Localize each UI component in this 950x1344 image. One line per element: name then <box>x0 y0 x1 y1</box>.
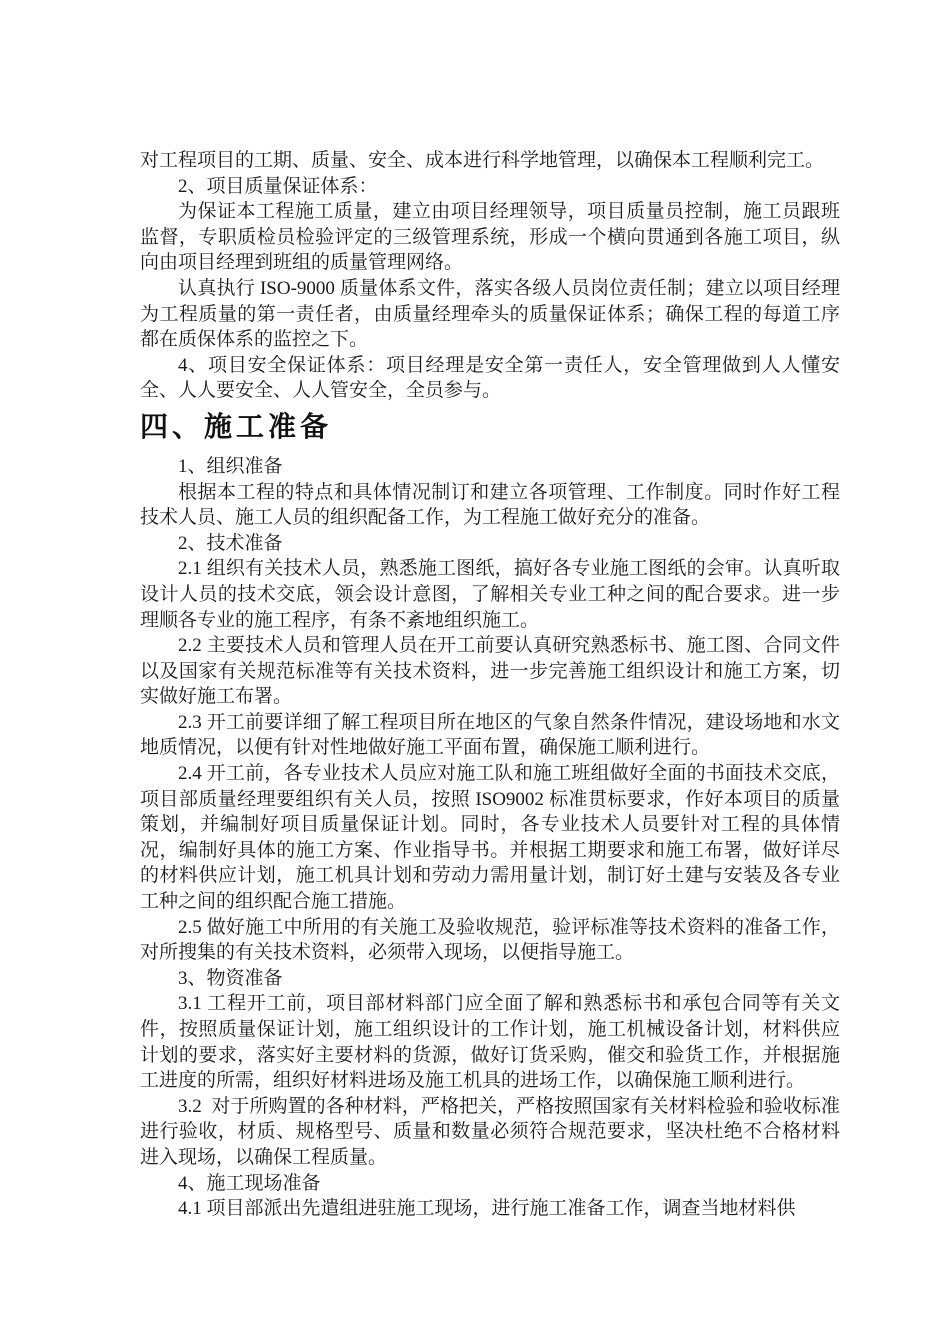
paragraph: 1、组织准备 <box>178 455 283 477</box>
paragraph: 根据本工程的特点和具体情况制订和建立各项管理、工作制度。同时作好工程技术人员、施工人员的组织配备工作，为工程施工做好充分的准备。 <box>140 481 840 529</box>
paragraph: 2.3 开工前要详细了解工程项目所在地区的气象自然条件情况，建设场地和水文地质情况，以便有针对性地做好施工平面布置，确保施工顺利进行。 <box>140 711 840 759</box>
paragraph: 2.1 组织有关技术人员，熟悉施工图纸，搞好各专业施工图纸的会审。认真听取设计人员的技术交底，领会设计意图，了解相关专业工种之间的配合要求。进一步理顺各专业的施工程序，有条不紊地组织施工。 <box>140 558 840 631</box>
paragraph: 4、施工现场准备 <box>178 1172 321 1194</box>
paragraph: 4.1 项目部派出先遣组进驻施工现场，进行施工准备工作，调查当地材料供 <box>178 1198 796 1220</box>
paragraph: 对工程项目的工期、质量、安全、成本进行科学地管理，以确保本工程顺利完工。 <box>140 150 825 171</box>
paragraph: 3、物资准备 <box>178 967 283 989</box>
paragraph: 为保证本工程施工质量，建立由项目经理领导，项目质量员控制，施工员跟班监督，专职质检员检验评定的三级管理系统，形成一个横向贯通到各施工项目，纵向由项目经理到班组的质量管理网络。 <box>140 201 840 274</box>
paragraph: 2.5 做好施工中所用的有关施工及验收规范，验评标准等技术资料的准备工作，对所搜集的有关技术资料，必须带入现场，以便指导施工。 <box>140 916 840 964</box>
document-content <box>140 148 840 1222</box>
paragraph: 认真执行 ISO-9000 质量体系文件，落实各级人员岗位责任制；建立以项目经理为工程质量的第一责任者，由质量经理牵头的质量保证体系；确保工程的每道工序都在质保体系的监控之下。 <box>140 277 840 351</box>
section-heading: 四、施工准备 <box>140 411 333 443</box>
paragraph: 2.4 开工前，各专业技术人员应对施工队和施工班组做好全面的书面技术交底，项目部质量经理要组织有关人员，按照 ISO9002 标准贯标要求，作好本项目的质量策划，并编制好项目质量保证计划。同时，各专业技术人员要针对工程的具体情况，编制好具体的施工方案、作业指导书。并根据工期要求和施工布署，做好详尽的材料供应计划，施工机具计划和劳动力需用量计划，制订好土建与安装及各专业工种之间的组织配合施工措施。 <box>140 763 840 913</box>
paragraph: 2、技术准备 <box>178 532 283 554</box>
paragraph: 4、项目安全保证体系：项目经理是安全第一责任人，安全管理做到人人懂安全、人人要安全、人人管安全，全员参与。 <box>140 354 840 402</box>
paragraph: 2.2 主要技术人员和管理人员在开工前要认真研究熟悉标书、施工图、合同文件以及国家有关规范标准等有关技术资料，进一步完善施工组织设计和施工方案，切实做好施工布署。 <box>140 635 840 708</box>
paragraph: 2、项目质量保证体系： <box>178 175 378 197</box>
paragraph: 3.1 工程开工前，项目部材料部门应全面了解和熟悉标书和承包合同等有关文件，按照质量保证计划，施工组织设计的工作计划，施工机械设备计划，材料供应计划的要求，落实好主要材料的货源，做好订货采购，催交和验货工作，并根据施工进度的所需，组织好材料进场及施工机具的进场工作，以确保施工顺利进行。 <box>140 993 840 1092</box>
paragraph: 3.2 对于所购置的各种材料，严格把关，严格按照国家有关材料检验和验收标准进行验收，材质、规格型号、质量和数量必须符合规范要求，坚决杜绝不合格材料进入现场，以确保工程质量。 <box>140 1095 840 1168</box>
